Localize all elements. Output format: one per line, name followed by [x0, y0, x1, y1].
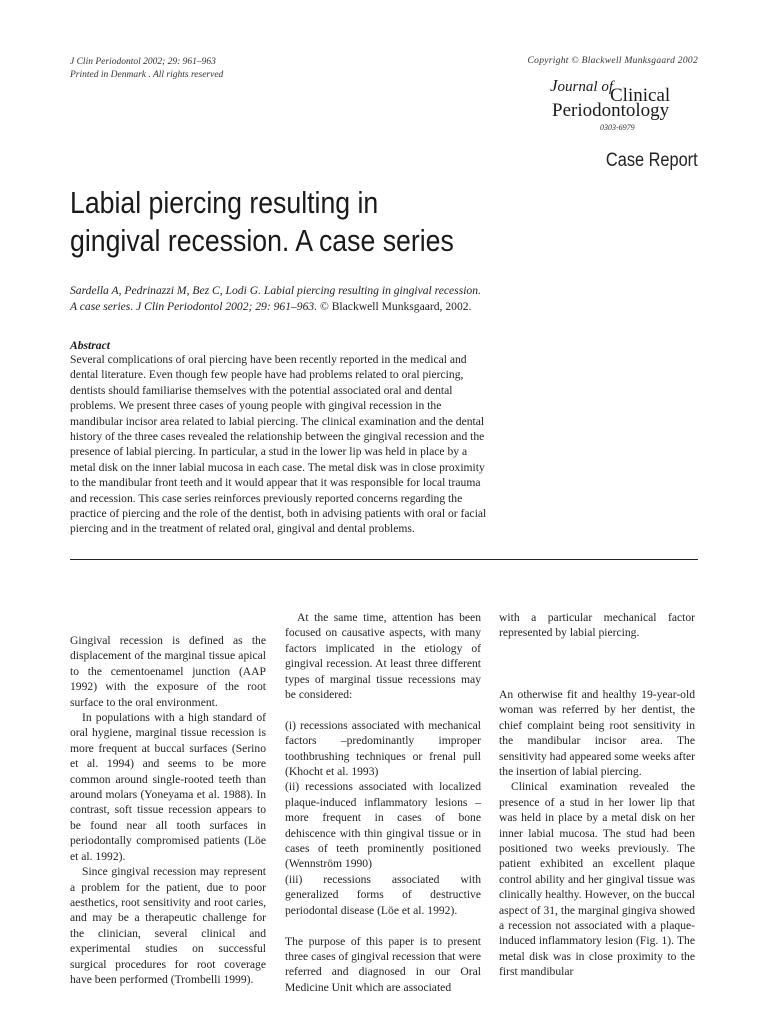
article-title — [70, 184, 620, 260]
section-divider — [70, 559, 698, 560]
list-item: (ii) recessions associated with localized plaque-induced inflammatory lesions – more frequent in cases of bone dehiscence with thin gingival tissue or in cases of teeth prominently positioned (Wennström 1990) — [285, 780, 481, 871]
logo-j: J — [550, 76, 558, 95]
paragraph: Gingival recession is defined as the displacement of the marginal tissue apical to the cementoenamel junction (AAP 1992) with the exposure of the root surface to the oral environment. — [70, 634, 266, 709]
paragraph: Clinical examination revealed the presence of a stud in her lower lip that was held in place by a metal disk on her inner labial mucosa. The stud had been positioned two weeks previously. The patient exhibited an excellent plaque control ability and her gingival tissue was clinically healthy. However, on the buccal aspect of 31, the marginal gingiva showed a recession not associated with a plaque-induced inflammatory lesion (Fig. 1). The metal disk was in close proximity to the first mandibular — [499, 780, 695, 979]
paragraph: with a particular mechanical factor represented by labial piercing. — [499, 611, 695, 640]
list-item: (iii) recessions associated with generalized forms of destructive periodontal disease (Löe et al. 1992). — [285, 872, 481, 917]
body-column-1 — [70, 633, 266, 987]
body-column-2 — [285, 610, 481, 995]
paragraph: In populations with a high standard of oral hygiene, marginal tissue recession is more frequent at buccal surfaces (Serino et al. 1994) and seems to be more common around single-rooted teeth than around molars (Yoneyama et al. 1988). In contrast, soft tissue recession appears to be found near all tooth surfaces in periodontally compromised patients (Löe et al. 1992). — [70, 711, 266, 863]
body-column-3 — [499, 610, 695, 980]
article-citation — [70, 283, 490, 315]
logo-ournal: ournal — [557, 79, 598, 95]
paragraph: At the same time, attention has been focused on causative aspects, with many factors implicated in the etiology of gingival recession. At least three different types of marginal tissue recessions may be considered: — [285, 611, 481, 702]
article-type: Case Report — [606, 150, 698, 171]
title-line-2: gingival recession. A case series — [70, 223, 454, 258]
journal-citation-line: J Clin Periodontol 2002; 29: 961–963 — [70, 57, 216, 67]
copyright-line: Copyright © Blackwell Munksgaard 2002 — [527, 56, 698, 66]
paragraph: The purpose of this paper is to present three cases of gingival recession that were referred and diagnosed in our Oral Medicine Unit which are associated — [285, 934, 481, 994]
logo-periodontology: Periodontology — [552, 100, 670, 121]
title-line-1: Labial piercing resulting in — [70, 185, 379, 220]
paragraph: An otherwise fit and healthy 19-year-old woman was referred by her dentist, the chief complaint being root sensitivity in the mandibular incisor area. The sensitivity had appeared some weeks after the insertion of labial piercing. — [499, 687, 695, 779]
logo-clinical: Clinical — [610, 85, 671, 106]
list-item: (i) recessions associated with mechanical factors –predominantly improper toothbrushing techniques or frenal pull (Khocht et al. 1993) — [285, 718, 481, 779]
citation-copyright: © Blackwell Munksgaard, 2002. — [317, 300, 472, 313]
logo-of: of — [601, 79, 613, 95]
printed-line: Printed in Denmark . All rights reserved — [70, 70, 224, 80]
citation-italic: Sardella A, Pedrinazzi M, Bez C, Lodi G. Labial piercing resulting in gingival recession. A case series. J Clin Periodontol 2002; 29: 961–963. — [70, 284, 481, 313]
paragraph: Since gingival recession may represent a problem for the patient, due to poor aesthetics, root sensitivity and root caries, and may be a therapeutic challenge for the clinician, several clinical and experimental studies on successful surgical procedures for root coverage have been performed (Trombelli 1999). — [70, 865, 266, 986]
abstract-text: Several complications of oral piercing have been recently reported in the medical and dental literature. Even though few people have had problems related to oral piercing, dentists should familiarise themselves with the potential associated oral and dental problems. We present three cases of young people with gingival recession in the mandibular incisor area related to labial piercing. The clinical examination and the dental history of the three cases revealed the relationship between the gingival recession and the presence of labial piercing. In particular, a stud in the lower lip was held in place by a metal disk on the inner labial mucosa in each case. The metal disk was in close proximity to the mandibular front teeth and it would appear that it was responsible for local trauma and recession. This case series reinforces previously reported concerns regarding the practice of piercing and the role of the dentist, both in advising patients with oral or facial piercing and in the treatment of related oral, gingival and dental problems. — [70, 353, 487, 536]
running-header-left — [70, 56, 223, 82]
issn: 0303-6979 — [600, 123, 635, 132]
abstract-heading: Abstract — [70, 339, 110, 352]
